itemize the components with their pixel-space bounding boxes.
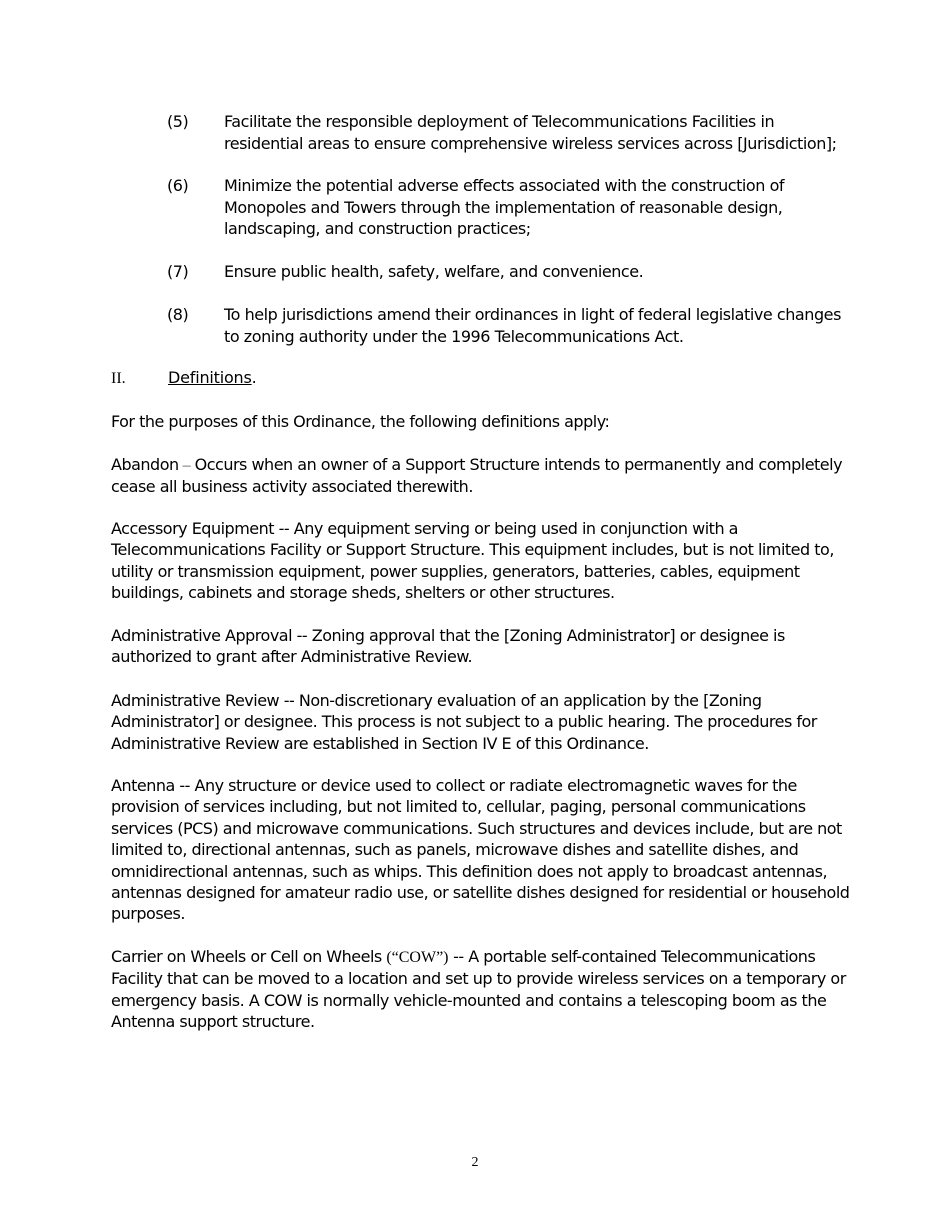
definition-cow xyxy=(111,946,851,1033)
section-number: II. xyxy=(111,370,126,387)
list-item-number: (7) xyxy=(167,262,189,281)
definition-accessory-equipment: Accessory Equipment -- Any equipment serving or being used in conjunction with a Telecommunications Facility or Support Structure. This equipment includes, but is not limited to, utility or transmission equipment, power supplies, generators, batteries, cables, equipment buildings, cabinets and storage sheds, shelters or other structures. xyxy=(111,519,834,603)
list-item-number: (8) xyxy=(167,305,189,324)
section-heading xyxy=(111,367,257,390)
intro-paragraph: For the purposes of this Ordinance, the following definitions apply: xyxy=(111,412,610,431)
list-item xyxy=(167,304,857,347)
definition-body: Occurs when an owner of a Support Structure intends to permanently and completely cease all business activity associated therewith. xyxy=(111,455,843,497)
section-title-period: . xyxy=(251,368,257,387)
definition-antenna: Antenna -- Any structure or device used to collect or radiate electromagnetic waves for the provision of services including, but not limited to, cellular, paging, personal communications services (PCS) and microwave communications. Such structures and devices include, but are not limited to, directional antennas, such as panels, microwave dishes and satellite dishes, and omnidirectional antennas, such as whips. This definition does not apply to broadcast antennas, antennas designed for amateur radio use, or satellite dishes designed for residential or household purposes. xyxy=(111,776,850,924)
list-item-number: (6) xyxy=(167,176,189,195)
definition-term: Abandon xyxy=(111,455,179,474)
definition-term: Carrier on Wheels or Cell on Wheels xyxy=(111,947,387,966)
list-item xyxy=(167,111,857,154)
page-number: 2 xyxy=(471,1155,479,1170)
list-item xyxy=(167,175,857,240)
list-item-number: (5) xyxy=(167,112,189,131)
list-item-text: Ensure public health, safety, welfare, and convenience. xyxy=(224,262,644,281)
definition-administrative-approval: Administrative Approval -- Zoning approval that the [Zoning Administrator] or designee is authorized to grant after Administrative Review. xyxy=(111,626,785,667)
list-item-text: To help jurisdictions amend their ordinances in light of federal legislative changes to zoning authority under the 1996 Telecommunications Act. xyxy=(224,305,841,346)
definition-administrative-review: Administrative Review -- Non-discretionary evaluation of an application by the [Zoning Administrator] or designee. This process is not subject to a public hearing. The procedures for Administrative Review are established in Section IV E of this Ordinance. xyxy=(111,691,817,753)
definition-separator: – xyxy=(178,457,195,474)
list-item-text: Facilitate the responsible deployment of Telecommunications Facilities in residential areas to ensure comprehensive wireless services across [Jurisdiction]; xyxy=(224,112,837,153)
list-item xyxy=(167,261,857,283)
definition-body: -- A portable self-contained Telecommunications Facility that can be moved to a location and set up to provide wireless services on a temporary or emergency basis. A COW is normally vehicle-mounted and contains a telescoping boom as the Antenna support structure. xyxy=(111,947,846,1032)
definition-abandon xyxy=(111,454,851,498)
section-title: Definitions xyxy=(168,368,252,387)
list-item-text: Minimize the potential adverse effects associated with the construction of Monopoles and Towers through the implementation of reasonable design, landscaping, and construction practices; xyxy=(224,176,785,238)
definition-abbreviation: (“COW”) xyxy=(386,949,449,966)
